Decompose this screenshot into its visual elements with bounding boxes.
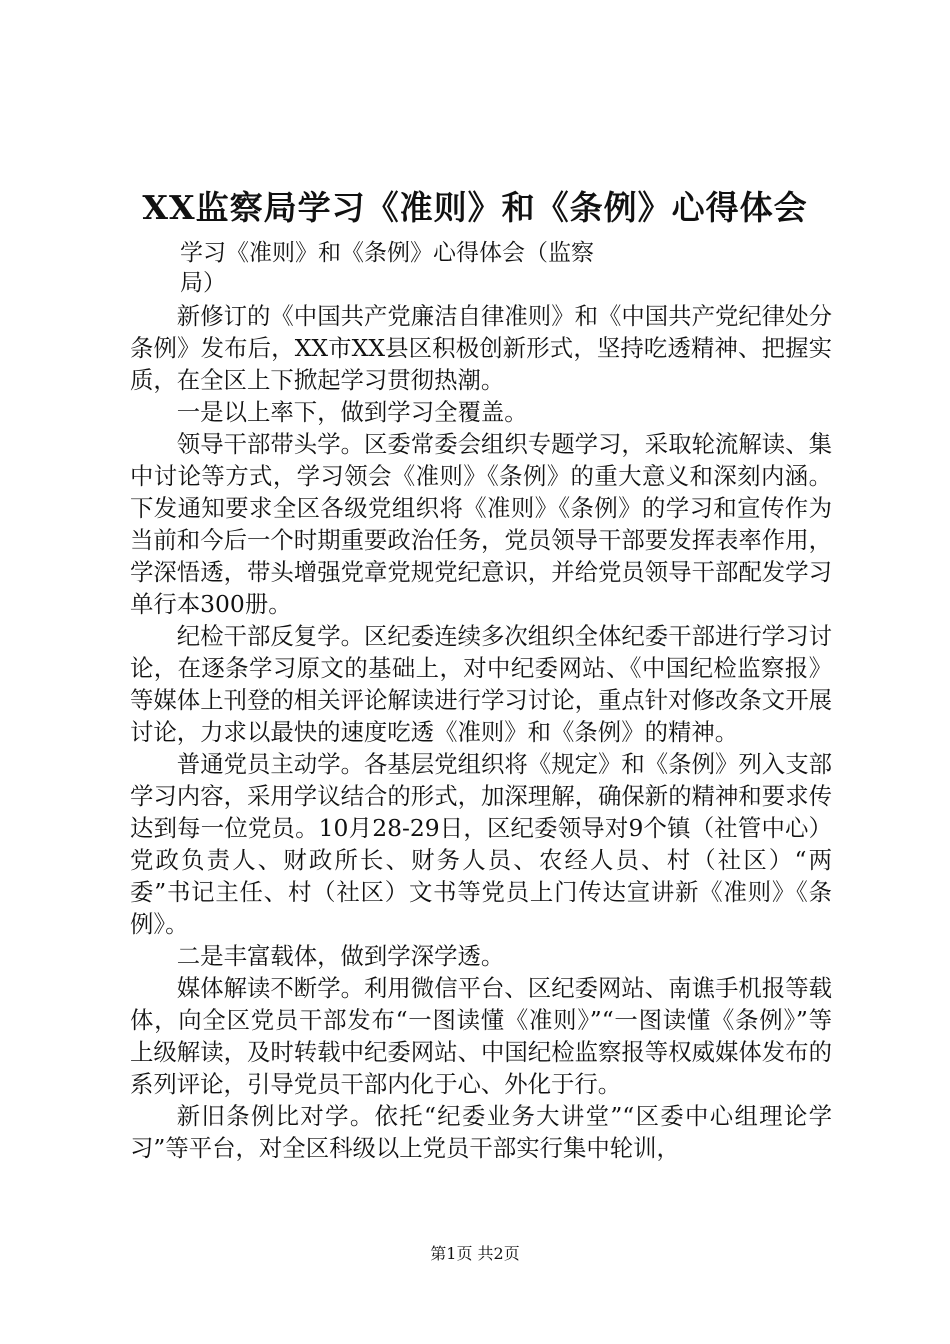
paragraph-section-one-heading: 一是以上率下，做到学习全覆盖。 [176,398,528,426]
document-subtitle: 学习《准则》和《条例》心得体会（监察局） [180,240,594,296]
paragraph-comparison-study: 新旧条例比对学。依托“纪委业务大讲堂”“区委中心组理论学习”等平台，对全区科级以上党员干部实行集中轮训， [130,1102,832,1162]
paragraph-discipline-cadres-study: 纪检干部反复学。区纪委连续多次组织全体纪委干部进行学习讨论，在逐条学习原文的基础上，对中纪委网站、《中国纪检监察报》等媒体上刊登的相关评论解读进行学习讨论，重点针对修改条文开展讨论，力求以最快的速度吃透《准则》和《条例》的精神。 [130,622,832,746]
paragraph-section-two-heading: 二是丰富载体，做到学深学透。 [176,942,505,970]
document-title: XX监察局学习《准则》和《条例》心得体会 [142,188,808,227]
paragraph-leaders-study: 领导干部带头学。区委常委会组织专题学习，采取轮流解读、集中讨论等方式，学习领会《准则》《条例》的重大意义和深刻内涵。下发通知要求全区各级党组织将《准则》《条例》的学习和宣传作为当前和今后一个时期重要政治任务，党员领导干部要发挥表率作用，学深悟透，带头增强党章党规党纪意识，并给党员领导干部配发学习单行本300册。 [130,430,832,618]
document-body [130,300,832,1164]
paragraph-intro: 新修订的《中国共产党廉洁自律准则》和《中国共产党纪律处分条例》发布后，XX市XX县区积极创新形式，坚持吃透精神、把握实质，在全区上下掀起学习贯彻热潮。 [130,302,832,394]
paragraph-media-study: 媒体解读不断学。利用微信平台、区纪委网站、南谯手机报等载体，向全区党员干部发布“一图读懂《准则》”“一图读懂《条例》”等上级解读，及时转载中纪委网站、中国纪检监察报等权威媒体发布的系列评论，引导党员干部内化于心、外化于行。 [130,974,832,1098]
paragraph-party-members-study: 普通党员主动学。各基层党组织将《规定》和《条例》列入支部学习内容，采用学议结合的形式，加深理解，确保新的精神和要求传达到每一位党员。10月28-29日，区纪委领导对9个镇（社管中心）党政负责人、财政所长、财务人员、农经人员、村（社区）“两委”书记主任、村（社区）文书等党员上门传达宣讲新《准则》《条例》。 [130,750,832,938]
page-number-footer: 第1页 共2页 [430,1244,520,1263]
